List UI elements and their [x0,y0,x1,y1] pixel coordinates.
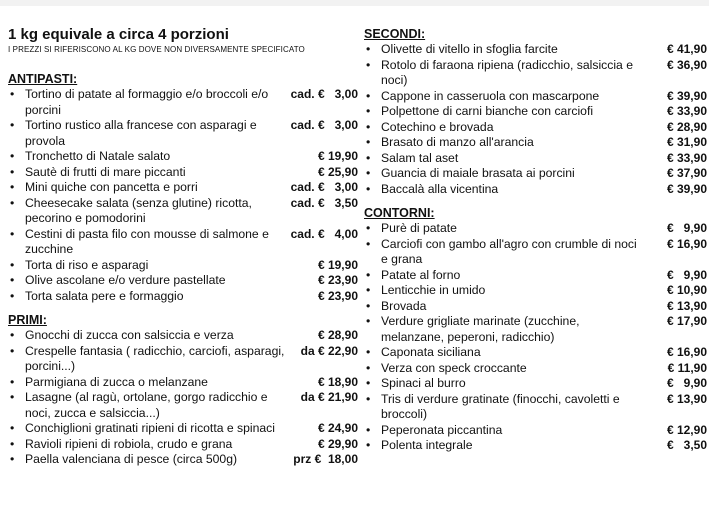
menu-item-name: Torta salata pere e formaggio [25,288,184,303]
menu-item-price: € 31,90 [666,135,707,149]
bullet-icon: • [366,119,371,134]
menu-item-name: Tris di verdure gratinate (finocchi, cavoletti e broccoli) [381,391,620,421]
menu-item-price: € 41,90 [666,42,707,56]
menu-item [364,166,709,182]
menu-item-price: € 28,90 [317,328,358,342]
menu-item [364,345,709,361]
menu-item-name: Spinaci al burro [381,376,466,390]
menu-item-price: € 28,90 [666,119,707,134]
menu-item-name: Patate al forno [381,267,461,282]
section-title-primi: PRIMI: [8,313,47,327]
bullet-icon: • [10,164,15,179]
menu-item-price: cad. € 3,00 [290,180,358,194]
page-title: 1 kg equivale a circa 4 porzioni [8,26,229,43]
bullet-icon: • [10,452,15,466]
menu-item-name: Carciofi con gambo all'agro con crumble di noci e grana [381,236,637,266]
menu-item-name: Tortino rustico alla francese con asparagi e provola [25,118,257,148]
menu-item-price: € 17,90 [666,314,707,328]
bullet-icon: • [10,87,15,101]
bullet-icon: • [10,288,15,303]
menu-item-name: Baccalà alla vicentina [381,181,499,196]
menu-item-price: da € 22,90 [300,343,358,358]
menu-item [8,118,358,149]
menu-item-name: Cestini di pasta filo con mousse di salmone e zucchine [25,226,269,256]
menu-item-price: € 23,90 [317,273,358,287]
menu-item [8,258,358,274]
menu-item-price: € 12,90 [666,422,707,437]
menu-item-price: prz € 18,00 [293,452,358,466]
bullet-icon: • [366,57,371,72]
menu-item-name: Gnocchi di zucca con salsiccia e verza [25,328,234,342]
bullet-icon: • [366,42,371,56]
bullet-icon: • [10,257,15,272]
menu-item [364,438,709,454]
menu-item-name: Paella valenciana di pesce (circa 500g) [25,452,238,466]
menu-item-name: Ravioli ripieni di robiola, crudo e grana [25,436,233,451]
menu-item-price: € 10,90 [666,283,707,297]
menu-item-price: cad. € 4,00 [290,226,358,241]
menu-item-name: Sautè di frutti di mare piccanti [25,164,186,179]
menu-item-price: da € 21,90 [300,390,358,404]
bullet-icon: • [366,150,371,165]
primi-list [8,328,358,468]
menu-item [8,375,358,391]
menu-item [8,289,358,305]
bullet-icon: • [366,267,371,282]
menu-item-name: Brovada [381,298,427,313]
menu-item-price: € 36,90 [666,57,707,72]
bullet-icon: • [366,376,371,390]
menu-item [364,89,709,105]
bullet-icon: • [10,328,15,342]
menu-item [8,421,358,437]
right-column [364,26,709,454]
bullet-icon: • [10,390,15,404]
bullet-icon: • [366,360,371,375]
menu-item [8,149,358,165]
menu-item-name: Verza con speck croccante [381,360,527,375]
menu-item-price: € 33,90 [666,104,707,118]
menu-item-price: € 23,90 [317,288,358,303]
menu-item [364,392,709,423]
menu-item [364,151,709,167]
menu-item-name: Lasagne (al ragù, ortolane, gorgo radicchio e noci, zucca e salsiccia...) [25,390,268,420]
bullet-icon: • [366,283,371,297]
menu-item-price: € 19,90 [317,149,358,163]
bullet-icon: • [10,273,15,287]
section-title-antipasti: ANTIPASTI: [8,72,78,86]
menu-item [8,452,358,468]
bullet-icon: • [10,343,15,358]
menu-item-name: Mini quiche con pancetta e porri [25,180,198,194]
menu-item-price: € 37,90 [666,166,707,180]
section-title-secondi: SECONDI: [364,27,426,41]
menu-item-price: € 9,90 [666,221,707,235]
menu-item [364,376,709,392]
menu-item-price: cad. € 3,00 [290,118,358,132]
menu-item [8,344,358,375]
menu-item-price: € 3,50 [666,438,707,452]
bullet-icon: • [366,298,371,313]
bullet-icon: • [10,226,15,241]
menu-item [8,180,358,196]
menu-item [364,104,709,120]
menu-item-name: Parmigiana di zucca o melanzane [25,374,208,389]
menu-item [8,328,358,344]
bullet-icon: • [366,166,371,180]
bullet-icon: • [366,221,371,235]
menu-item-name: Crespelle fantasia ( radicchio, carciofi, asparagi, porcini...) [25,343,285,373]
menu-item-price: € 18,90 [317,374,358,389]
contorni-list [364,221,709,454]
menu-item-price: € 13,90 [666,298,707,313]
menu-item-name: Purè di patate [381,221,457,235]
bullet-icon: • [366,181,371,196]
left-column [8,26,358,468]
menu-item [364,237,709,268]
menu-item-name: Cappone in casseruola con mascarpone [381,88,600,103]
menu-item [8,437,358,453]
section-title-contorni: CONTORNI: [364,206,435,220]
bullet-icon: • [366,314,371,328]
menu-item-price: € 39,90 [666,88,707,103]
menu-item-name: Verdure grigliate marinate (zucchine, melanzane, peperoni, radicchio) [381,314,580,344]
menu-item [364,120,709,136]
menu-item-price: € 9,90 [666,267,707,282]
menu-item [364,42,709,58]
menu-item [364,135,709,151]
bullet-icon: • [366,104,371,118]
menu-item-name: Guancia di maiale brasata ai porcini [381,166,575,180]
menu-item-price: € 24,90 [317,421,358,435]
menu-item [364,361,709,377]
menu-item-name: Brasato di manzo all'arancia [381,135,534,149]
menu-item-name: Cheesecake salata (senza glutine) ricotta, pecorino e pomodorini [25,195,252,225]
bullet-icon: • [366,236,371,251]
bullet-icon: • [366,88,371,103]
menu-item-name: Cotechino e brovada [381,119,494,134]
menu-item-name: Tortino di patate al formaggio e/o broccoli e/o porcini [25,87,269,117]
menu-item [8,196,358,227]
menu-item [364,268,709,284]
menu-item-price: € 39,90 [666,181,707,196]
bullet-icon: • [366,135,371,149]
bullet-icon: • [10,421,15,435]
menu-item [364,299,709,315]
menu-item [8,273,358,289]
menu-item [364,182,709,198]
menu-item-name: Lenticchie in umido [381,283,486,297]
menu-item [8,87,358,118]
menu-item-name: Polpettone di carni bianche con carciofi [381,104,594,118]
bullet-icon: • [10,195,15,210]
menu-item-name: Olivette di vitello in sfoglia farcite [381,42,558,56]
bullet-icon: • [366,438,371,452]
menu-item-name: Peperonata piccantina [381,422,503,437]
menu-item-name: Olive ascolane e/o verdure pastellate [25,273,226,287]
bullet-icon: • [366,345,371,359]
menu-item-price: cad. € 3,00 [290,87,358,101]
menu-item [364,221,709,237]
bullet-icon: • [10,374,15,389]
secondi-list [364,42,709,197]
menu-item-price: € 29,90 [317,436,358,451]
menu-item-price: cad. € 3,50 [290,195,358,210]
menu-item [364,314,709,345]
bullet-icon: • [10,436,15,451]
menu-item-name: Caponata siciliana [381,345,481,359]
menu-item [364,58,709,89]
bullet-icon: • [10,149,15,163]
menu-item-price: € 16,90 [666,345,707,359]
price-note: I PREZZI SI RIFERISCONO AL KG DOVE NON DIVERSAMENTE SPECIFICATO [8,45,305,54]
bullet-icon: • [366,422,371,437]
menu-item-price: € 9,90 [666,376,707,390]
antipasti-list [8,87,358,304]
menu-item-name: Polenta integrale [381,438,473,452]
menu-item-price: € 13,90 [666,391,707,406]
bullet-icon: • [366,391,371,406]
menu-item-name: Rotolo di faraona ripiena (radicchio, salsiccia e noci) [381,57,634,87]
top-border [0,0,709,6]
menu-item-price: € 33,90 [666,150,707,165]
menu-item [8,390,358,421]
menu-item [8,227,358,258]
bullet-icon: • [10,180,15,194]
menu-item-price: € 11,90 [667,360,707,375]
menu-item-price: € 19,90 [317,257,358,272]
menu-item [364,283,709,299]
bullet-icon: • [10,118,15,132]
menu-item-name: Torta di riso e asparagi [25,257,149,272]
menu-item [8,165,358,181]
menu-item [364,423,709,439]
menu-item-price: € 25,90 [317,164,358,179]
menu-item-name: Salam tal aset [381,150,459,165]
menu-item-name: Conchiglioni gratinati ripieni di ricotta e spinaci [25,421,275,435]
menu-item-price: € 16,90 [666,236,707,251]
menu-item-name: Tronchetto di Natale salato [25,149,171,163]
